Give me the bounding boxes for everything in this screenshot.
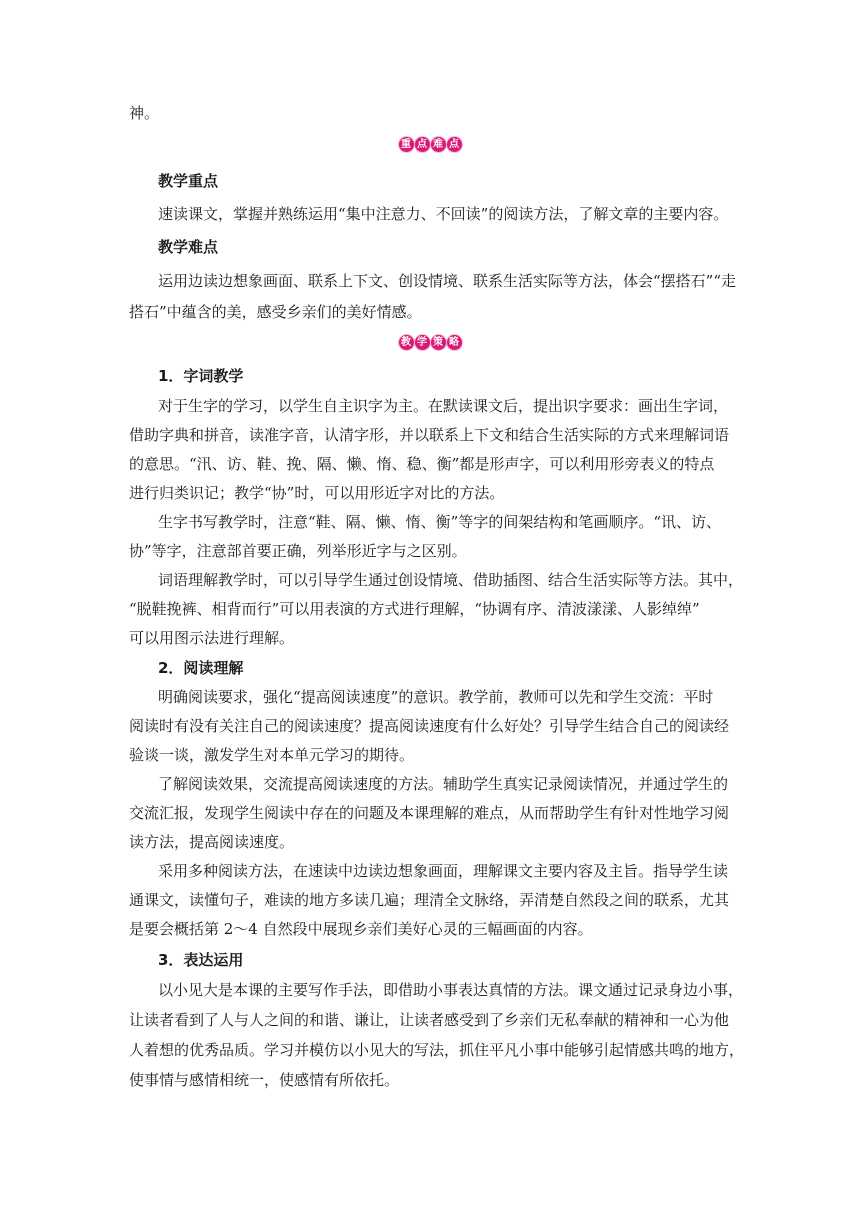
text-line: 人着想的优秀品质。学习并模仿以小见大的写法，抓住平凡小事中能够引起情感共鸣的地方， [129,1041,745,1059]
text-line: “脱鞋挽裤、相背而行”可以用表演的方式进行理解，“协调有序、清波漾漾、人影绰绰” [129,600,700,618]
text-line: 生字书写教学时，注意“鞋、隔、懒、惰、衡”等字的间架结构和笔画顺序。“讯、访、 [158,513,722,531]
text-line: 验谈一谈，激发学生对本单元学习的期待。 [129,746,415,764]
badge-char: 策 [431,335,446,350]
text-line: 让读者看到了人与人之间的和谐、谦让，让读者感受到了乡亲们无私奉献的精神和一心为他 [129,1011,730,1029]
text-line: 了解阅读效果，交流提高阅读速度的方法。辅助学生真实记录阅读情况，并通过学生的 [158,775,729,793]
badge-char: 略 [447,335,462,350]
section-badge-key-difficult [0,137,860,152]
text-line: 使事情与感情相统一，使感情有所依托。 [129,1071,400,1089]
badge-char: 重 [399,137,414,152]
text-line: 采用多种阅读方法，在速读中边读边想象画面，理解课文主要内容及主旨。指导学生读 [158,862,729,880]
paragraph-continuation: 神。 [129,104,160,122]
text-line: 的意思。“汛、访、鞋、挽、隔、懒、惰、稳、衡”都是形声字，可以利用形旁表义的特点 [129,455,715,473]
text-line: 词语理解教学时，可以引导学生通过创设情境、借助插图、结合生活实际等方法。其中， [158,571,744,589]
text-line: 借助字典和拼音，读准字音，认清字形，并以联系上下文和结合生活实际的方式来理解词语 [129,426,730,444]
badge-char: 难 [431,137,446,152]
difficulty-text-line: 运用边读边想象画面、联系上下文、创设情境、联系生活实际等方法，体会“摆搭石”“走 [158,272,737,290]
text-line: 以小见大是本课的主要写作手法，即借助小事表达真情的方法。课文通过记录身边小事， [158,981,744,999]
section-title-expression: 3．表达运用 [158,951,244,969]
badge-char: 学 [415,335,430,350]
section-title-reading: 2．阅读理解 [158,659,244,677]
section-badge-strategy [0,335,860,350]
text-line: 阅读时有没有关注自己的阅读速度？提高阅读速度有什么好处？引导学生结合自己的阅读经 [129,717,730,735]
difficulty-text-line: 搭石”中蕴含的美，感受乡亲们的美好情感。 [129,303,422,321]
section-title-vocabulary: 1．字词教学 [158,367,244,385]
text-line: 可以用图示法进行理解。 [129,629,295,647]
text-line: 协”等字，注意部首要正确，列举形近字与之区别。 [129,542,467,560]
text-line: 通课文，读懂句子，难读的地方多读几遍；理清全文脉络，弄清楚自然段之间的联系，尤其 [129,891,730,909]
text-line: 读方法，提高阅读速度。 [129,833,295,851]
badge-char: 教 [399,335,414,350]
text-line: 交流汇报，发现学生阅读中存在的问题及本课理解的难点，从而帮助学生有针对性地学习阅 [129,804,730,822]
text-line: 进行归类识记；教学“协”时，可以用形近字对比的方法。 [129,484,505,502]
badge-char: 点 [415,137,430,152]
key-text: 速读课文，掌握并熟练运用“集中注意力、不回读”的阅读方法，了解文章的主要内容。 [158,205,729,223]
text-line: 是要会概括第 2～4 自然段中展现乡亲们美好心灵的三幅画面的内容。 [129,920,593,938]
heading-teaching-key: 教学重点 [158,172,219,190]
badge-char: 点 [447,137,462,152]
heading-teaching-difficulty: 教学难点 [158,238,219,256]
text-line: 对于生字的学习，以学生自主识字为主。在默读课文后，提出识字要求：画出生字词， [158,397,729,415]
text-line: 明确阅读要求，强化“提高阅读速度”的意识。教学前，教师可以先和学生交流：平时 [158,688,714,706]
